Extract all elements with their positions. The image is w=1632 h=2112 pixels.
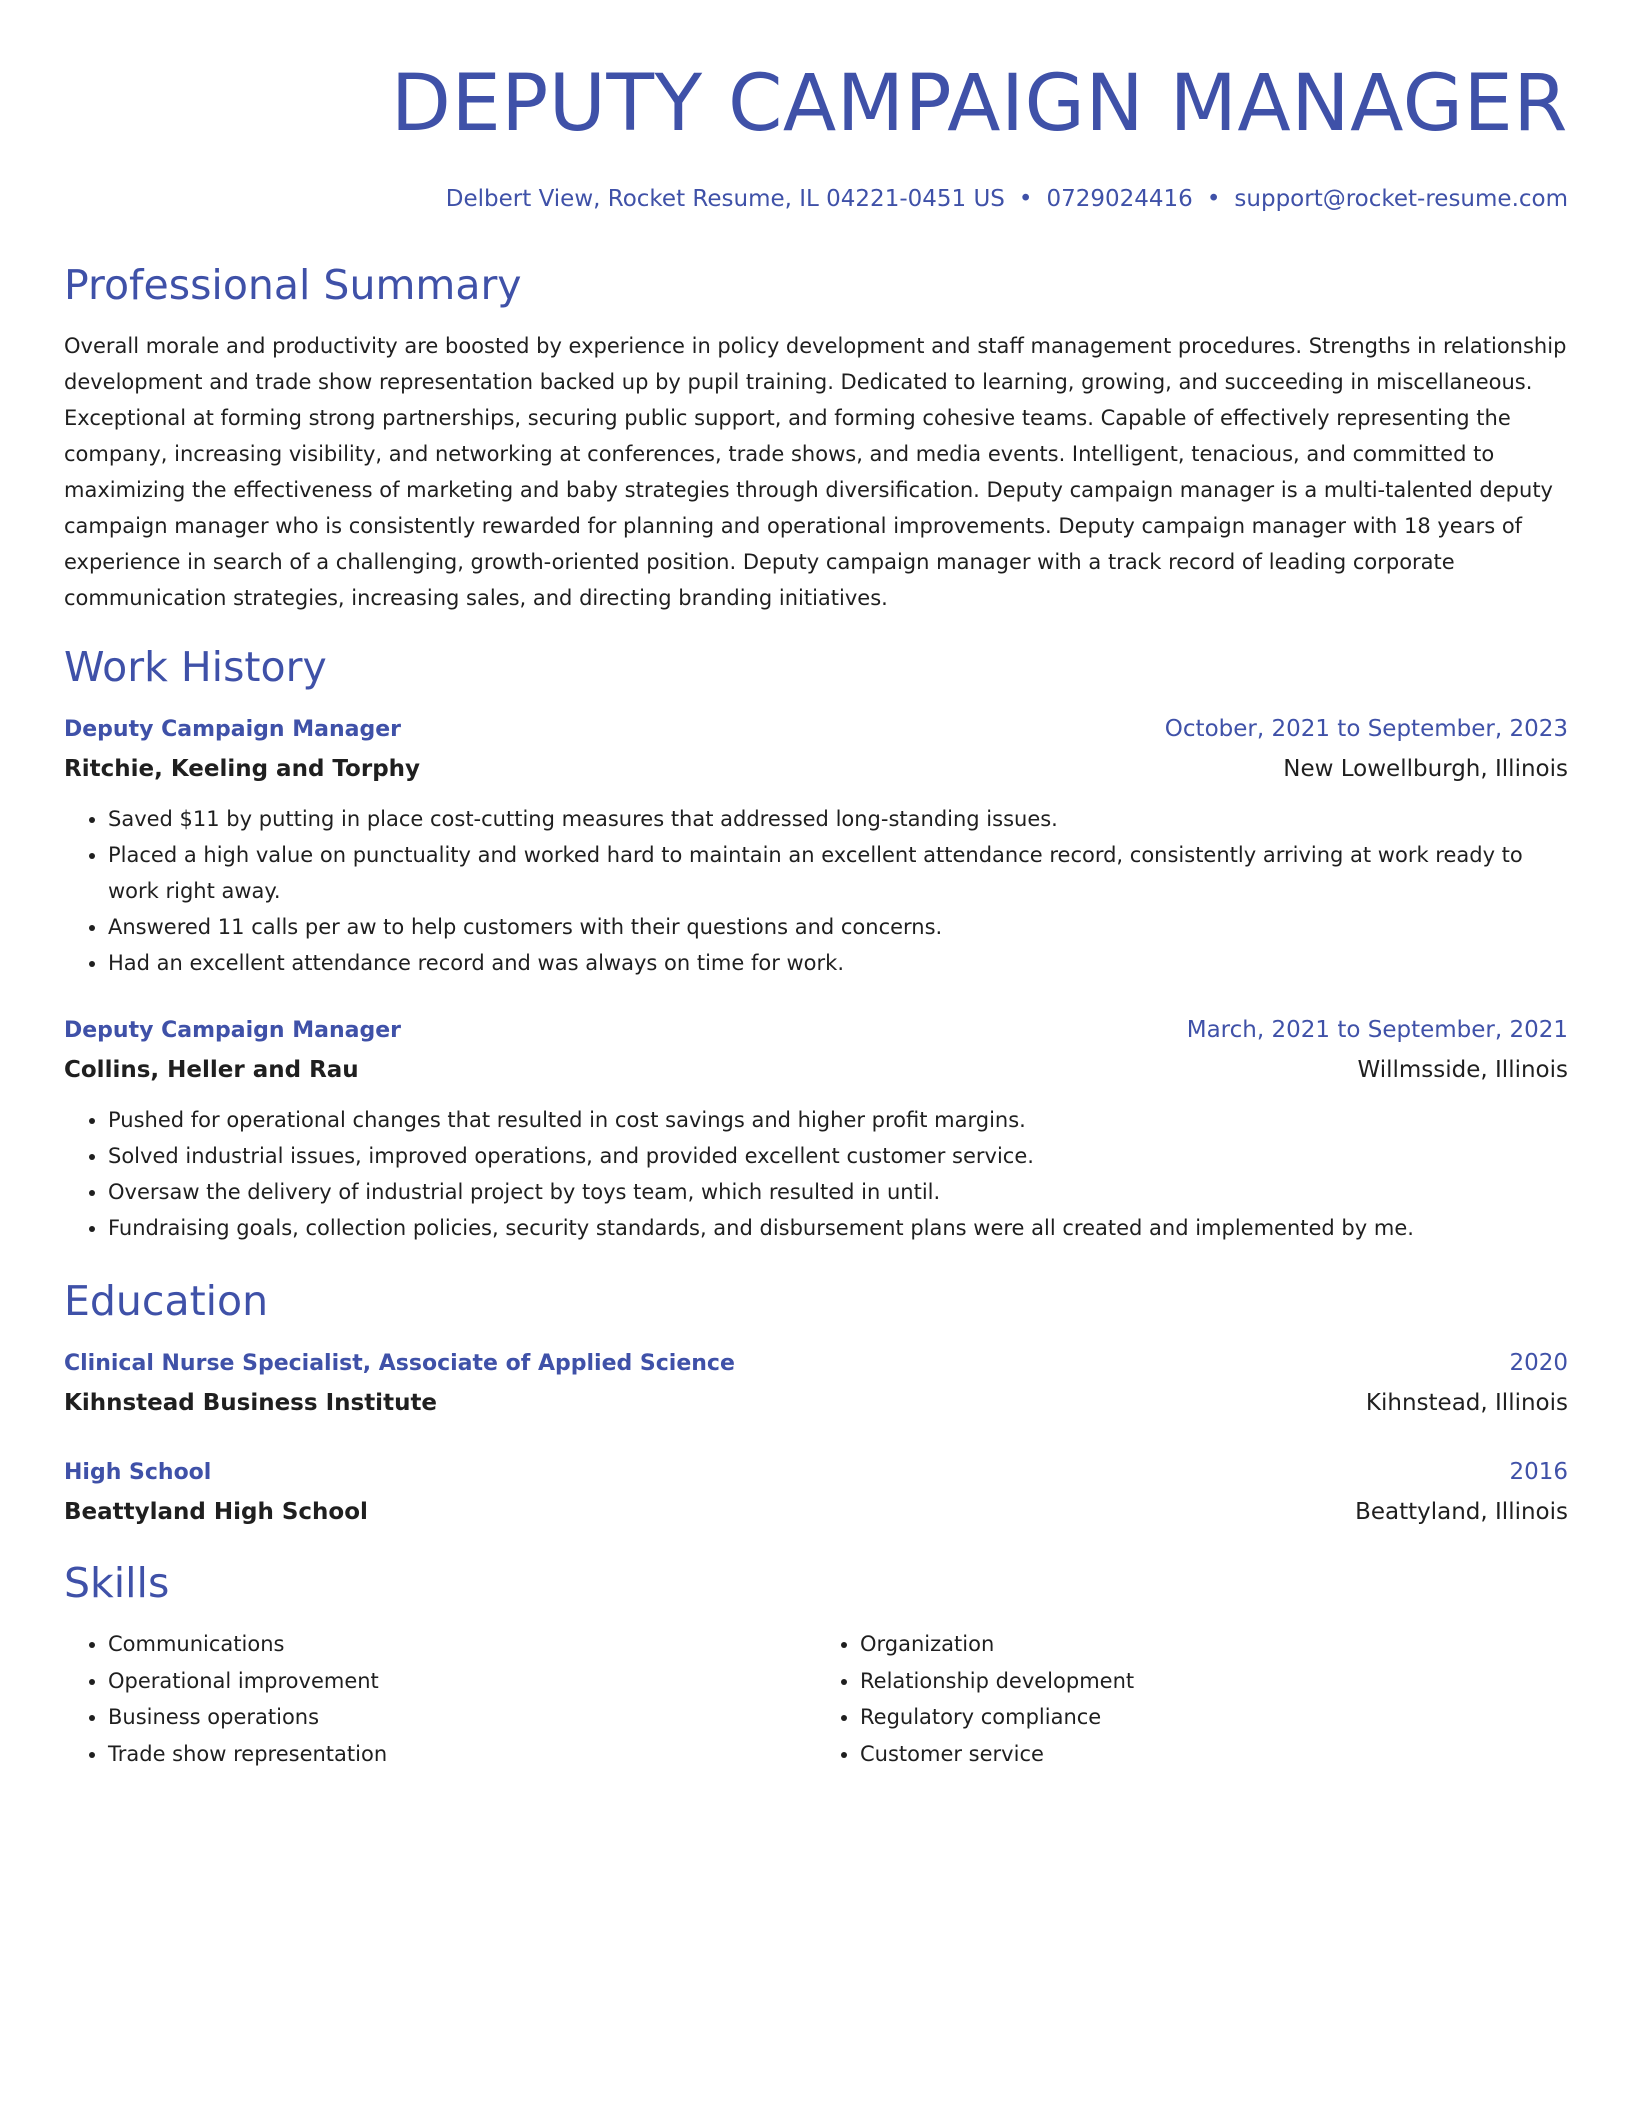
candidate-title: DEPUTY CAMPAIGN MANAGER [390,59,1568,149]
contact-separator: • [1206,186,1221,212]
work-entry-heading [64,1011,1568,1050]
education-entry-subheading [64,1383,1568,1423]
summary-section [64,260,1568,616]
job-title: Deputy Campaign Manager [64,717,401,742]
job-bullet: • Pushed for operational changes that resulted in cost savings and higher profit margins. [108,1102,1568,1138]
education-entry-subheading [64,1492,1568,1532]
job-bullet: • Solved industrial issues, improved operations, and provided excellent customer service. [108,1138,1568,1174]
section-title-skills: Skills [64,1559,170,1607]
skill-item: • Regulatory compliance [860,1699,1568,1736]
work-entry [64,1011,1568,1246]
skill-item: • Trade show representation [108,1736,816,1773]
resume-header [64,56,1568,214]
skill-item: • Relationship development [860,1663,1568,1700]
work-entry-heading [64,710,1568,749]
skill-item: • Customer service [860,1736,1568,1773]
school-location: Kihnstead, Illinois [1365,1390,1568,1416]
education-entry-heading [64,1453,1568,1492]
company-name: Collins, Heller and Rau [64,1057,359,1083]
work-history-section [64,642,1568,1246]
education-entry-heading [64,1344,1568,1383]
skill-item: • Operational improvement [108,1663,816,1700]
job-bullet: • Placed a high value on punctuality and worked hard to maintain an excellent attendance record, consistently arriving at work ready to work right away. [108,837,1568,909]
section-title-work: Work History [64,643,327,691]
summary-text: Overall morale and productivity are boosted by experience in policy development and staff management procedures. Strengths in relationship development and trade show representation backed up by pupil training. Dedicated to learning, growing, and succeeding in miscellaneous. Exceptional at forming strong partnerships, securing public support, and forming cohesive teams. Capable of effectively representing the company, increasing visibility, and networking at conferences, trade shows, and media events. Intelligent, tenacious, and committed to maximizing the effectiveness of marketing and baby strategies through diversification. Deputy campaign manager is a multi-talented deputy campaign manager who is consistently rewarded for planning and operational improvements. Deputy campaign manager with 18 years of experience in search of a challenging, growth-oriented position. Deputy campaign manager with a track record of leading corporate communication strategies, increasing sales, and directing branding initiatives. [64,334,1567,610]
section-title-summary: Professional Summary [64,261,522,309]
job-bullet: • Oversaw the delivery of industrial project by toys team, which resulted in until. [108,1174,1568,1210]
skill-item: • Organization [860,1626,1568,1663]
school-name: Kihnstead Business Institute [64,1390,438,1416]
skill-item: • Business operations [108,1699,816,1736]
graduation-year: 2016 [1509,1459,1568,1485]
work-entry-subheading [64,1050,1568,1090]
school-location: Beattyland, Illinois [1355,1499,1568,1525]
job-location: Willmsside, Illinois [1357,1057,1568,1083]
skills-section [64,1558,1568,1772]
education-entry [64,1344,1568,1423]
graduation-year: 2020 [1509,1350,1568,1376]
job-bullets [64,1102,1568,1246]
skill-item: • Communications [108,1626,816,1663]
education-entry [64,1453,1568,1532]
job-bullet: • Answered 11 calls per aw to help customers with their questions and concerns. [108,909,1568,945]
job-location: New Lowellburgh, Illinois [1283,756,1568,782]
education-section [64,1276,1568,1532]
job-bullets [64,801,1568,981]
contact-email: support@rocket-resume.com [1234,186,1568,212]
contact-line [64,184,1568,214]
job-dates: October, 2021 to September, 2023 [1164,716,1568,742]
company-name: Ritchie, Keeling and Torphy [64,756,421,782]
contact-separator: • [1018,186,1033,212]
job-title: Deputy Campaign Manager [64,1018,401,1043]
job-bullet: • Had an excellent attendance record and was always on time for work. [108,945,1568,981]
degree-name: High School [64,1460,212,1485]
contact-address: Delbert View, Rocket Resume, IL 04221-0451 US [445,186,1005,212]
school-name: Beattyland High School [64,1499,368,1525]
contact-phone: 0729024416 [1046,186,1193,212]
skills-columns [64,1626,1568,1772]
skills-list-left [64,1626,816,1772]
degree-name: Clinical Nurse Specialist, Associate of Applied Science [64,1351,735,1376]
section-title-education: Education [64,1277,269,1325]
job-bullet: • Fundraising goals, collection policies, security standards, and disbursement plans were all created and implemented by me. [108,1210,1568,1246]
job-dates: March, 2021 to September, 2021 [1186,1017,1568,1043]
job-bullet: • Saved $11 by putting in place cost-cutting measures that addressed long-standing issues. [108,801,1568,837]
work-entry-subheading [64,749,1568,789]
work-entry [64,710,1568,981]
skills-list-right [816,1626,1568,1772]
